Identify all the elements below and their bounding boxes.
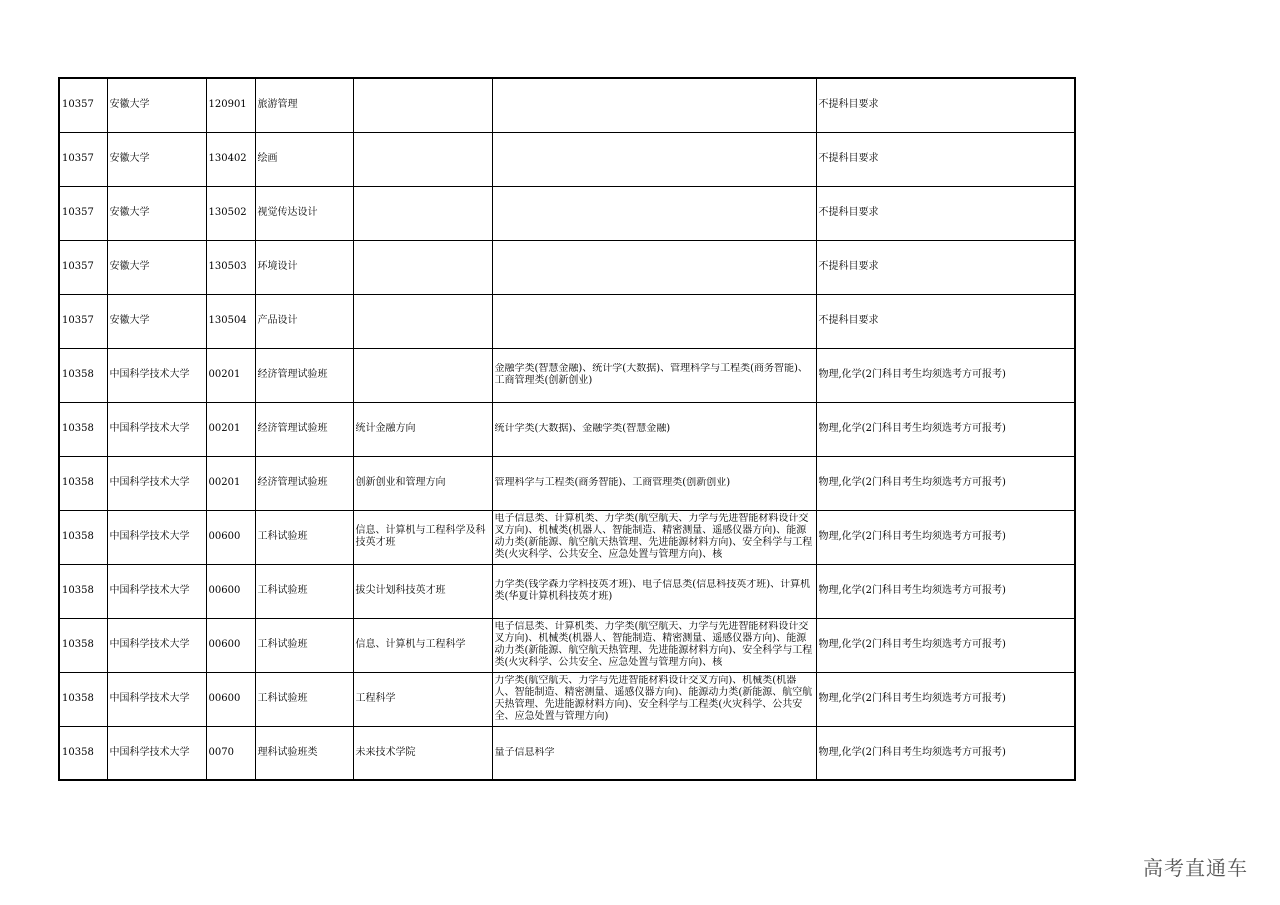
direction-cell (353, 132, 492, 186)
school-code-cell: 10357 (59, 294, 107, 348)
major-code-cell: 00600 (206, 510, 255, 564)
major-name-cell: 经济管理试验班 (255, 402, 353, 456)
direction-cell: 工程科学 (353, 672, 492, 726)
school-code-cell: 10358 (59, 456, 107, 510)
subject-requirement-cell: 物理,化学(2门科目考生均须选考方可报考) (816, 348, 1075, 402)
school-code-cell: 10358 (59, 402, 107, 456)
school-name-cell: 中国科学技术大学 (107, 456, 206, 510)
school-code-cell: 10358 (59, 564, 107, 618)
included-majors-cell (492, 672, 816, 726)
school-code-cell: 10357 (59, 132, 107, 186)
subject-requirement-cell: 物理,化学(2门科目考生均须选考方可报考) (816, 510, 1075, 564)
included-majors-text: 力学类(航空航天、力学与先进智能材料设计交叉方向)、机械类(机器人、智能制造、精密测量、遥感仪器方向)、能源动力类(新能源、航空航天热管理、先进能源材料方向)、安全科学与工程类(火灾科学、公共安全、应急处置与管理方向) (494, 675, 813, 722)
table-row (59, 672, 1075, 726)
school-name-cell: 中国科学技术大学 (107, 564, 206, 618)
major-name-cell: 理科试验班类 (255, 726, 353, 780)
major-name-cell: 工科试验班 (255, 618, 353, 672)
major-name-cell: 工科试验班 (255, 564, 353, 618)
school-code-cell: 10358 (59, 510, 107, 564)
school-name-cell: 安徽大学 (107, 132, 206, 186)
included-majors-cell (492, 402, 816, 456)
direction-cell (353, 78, 492, 132)
major-code-cell: 00600 (206, 618, 255, 672)
major-code-cell: 00600 (206, 564, 255, 618)
included-majors-text: 量子信息科学 (494, 746, 555, 758)
major-name-cell: 绘画 (255, 132, 353, 186)
included-majors-text: 电子信息类、计算机类、力学类(航空航天、力学与先进智能材料设计交叉方向)、机械类(机器人、智能制造、精密测量、遥感仪器方向)、能源动力类(新能源、航空航天热管理、先进能源材料方向)、安全科学与工程类(火灾科学、公共安全、应急处置与管理方向)、核 (494, 621, 813, 668)
included-majors-cell (492, 726, 816, 780)
direction-cell: 创新创业和管理方向 (353, 456, 492, 510)
subject-requirement-cell: 不提科目要求 (816, 186, 1075, 240)
major-code-cell: 00600 (206, 672, 255, 726)
table-row (59, 132, 1075, 186)
major-code-cell: 0070 (206, 726, 255, 780)
school-name-cell: 中国科学技术大学 (107, 510, 206, 564)
included-majors-cell (492, 186, 816, 240)
direction-cell (353, 294, 492, 348)
school-name-cell: 安徽大学 (107, 294, 206, 348)
major-code-cell: 00201 (206, 456, 255, 510)
major-name-cell: 工科试验班 (255, 510, 353, 564)
table-row (59, 402, 1075, 456)
table-row (59, 726, 1075, 780)
school-name-cell: 中国科学技术大学 (107, 726, 206, 780)
direction-cell: 未来技术学院 (353, 726, 492, 780)
table-body (59, 78, 1075, 780)
school-name-cell: 中国科学技术大学 (107, 348, 206, 402)
subject-requirement-cell: 不提科目要求 (816, 78, 1075, 132)
subject-requirement-cell: 物理,化学(2门科目考生均须选考方可报考) (816, 618, 1075, 672)
major-name-cell: 旅游管理 (255, 78, 353, 132)
included-majors-text: 管理科学与工程类(商务智能)、工商管理类(创新创业) (494, 477, 731, 488)
table-row (59, 618, 1075, 672)
major-code-cell: 130402 (206, 132, 255, 186)
included-majors-text: 力学类(钱学森力学科技英才班)、电子信息类(信息科技英才班)、计算机类(华夏计算机科技英才班) (494, 579, 811, 602)
major-code-cell: 00201 (206, 402, 255, 456)
watermark-text: 高考直通车 (1143, 856, 1248, 880)
school-code-cell: 10357 (59, 78, 107, 132)
subject-requirement-cell: 不提科目要求 (816, 240, 1075, 294)
table-row (59, 510, 1075, 564)
included-majors-text: 电子信息类、计算机类、力学类(航空航天、力学与先进智能材料设计交叉方向)、机械类(机器人、智能制造、精密测量、遥感仪器方向)、能源动力类(新能源、航空航天热管理、先进能源材料方向)、安全科学与工程类(火灾科学、公共安全、应急处置与管理方向)、核 (494, 513, 813, 560)
included-majors-cell (492, 510, 816, 564)
subject-requirement-cell: 物理,化学(2门科目考生均须选考方可报考) (816, 672, 1075, 726)
subject-requirement-cell: 不提科目要求 (816, 132, 1075, 186)
school-name-cell: 安徽大学 (107, 78, 206, 132)
table-row (59, 456, 1075, 510)
major-name-cell: 工科试验班 (255, 672, 353, 726)
school-code-cell: 10358 (59, 348, 107, 402)
major-code-cell: 00201 (206, 348, 255, 402)
included-majors-cell (492, 132, 816, 186)
table-row (59, 186, 1075, 240)
direction-cell: 统计金融方向 (353, 402, 492, 456)
major-name-cell: 经济管理试验班 (255, 456, 353, 510)
direction-cell: 信息、计算机与工程科学 (353, 618, 492, 672)
included-majors-text: 统计学类(大数据)、金融学类(智慧金融) (494, 423, 671, 434)
direction-cell (353, 240, 492, 294)
major-code-cell: 120901 (206, 78, 255, 132)
table-row (59, 348, 1075, 402)
major-code-cell: 130503 (206, 240, 255, 294)
school-name-cell: 安徽大学 (107, 186, 206, 240)
major-name-cell: 视觉传达设计 (255, 186, 353, 240)
school-code-cell: 10358 (59, 672, 107, 726)
school-code-cell: 10357 (59, 240, 107, 294)
school-name-cell: 中国科学技术大学 (107, 672, 206, 726)
included-majors-cell (492, 294, 816, 348)
direction-cell (353, 348, 492, 402)
school-code-cell: 10357 (59, 186, 107, 240)
major-code-cell: 130502 (206, 186, 255, 240)
included-majors-cell (492, 618, 816, 672)
included-majors-cell (492, 564, 816, 618)
major-name-cell: 环境设计 (255, 240, 353, 294)
subject-requirement-cell: 不提科目要求 (816, 294, 1075, 348)
table-row (59, 240, 1075, 294)
subject-requirement-cell: 物理,化学(2门科目考生均须选考方可报考) (816, 402, 1075, 456)
subject-requirement-cell: 物理,化学(2门科目考生均须选考方可报考) (816, 726, 1075, 780)
school-code-cell: 10358 (59, 726, 107, 780)
table-row (59, 294, 1075, 348)
direction-cell: 信息、计算机与工程科学及科技英才班 (353, 510, 492, 564)
school-name-cell: 安徽大学 (107, 240, 206, 294)
included-majors-cell (492, 78, 816, 132)
school-name-cell: 中国科学技术大学 (107, 618, 206, 672)
included-majors-cell (492, 348, 816, 402)
included-majors-text: 金融学类(智慧金融)、统计学(大数据)、管理科学与工程类(商务智能)、工商管理类(创新创业) (494, 363, 808, 386)
direction-cell (353, 186, 492, 240)
subject-requirement-cell: 物理,化学(2门科目考生均须选考方可报考) (816, 564, 1075, 618)
direction-cell: 拔尖计划科技英才班 (353, 564, 492, 618)
subject-requirements-table (58, 77, 1076, 781)
included-majors-cell (492, 240, 816, 294)
school-name-cell: 中国科学技术大学 (107, 402, 206, 456)
major-name-cell: 产品设计 (255, 294, 353, 348)
table-row (59, 564, 1075, 618)
subject-requirement-cell: 物理,化学(2门科目考生均须选考方可报考) (816, 456, 1075, 510)
major-name-cell: 经济管理试验班 (255, 348, 353, 402)
included-majors-cell (492, 456, 816, 510)
table-row (59, 78, 1075, 132)
major-code-cell: 130504 (206, 294, 255, 348)
school-code-cell: 10358 (59, 618, 107, 672)
